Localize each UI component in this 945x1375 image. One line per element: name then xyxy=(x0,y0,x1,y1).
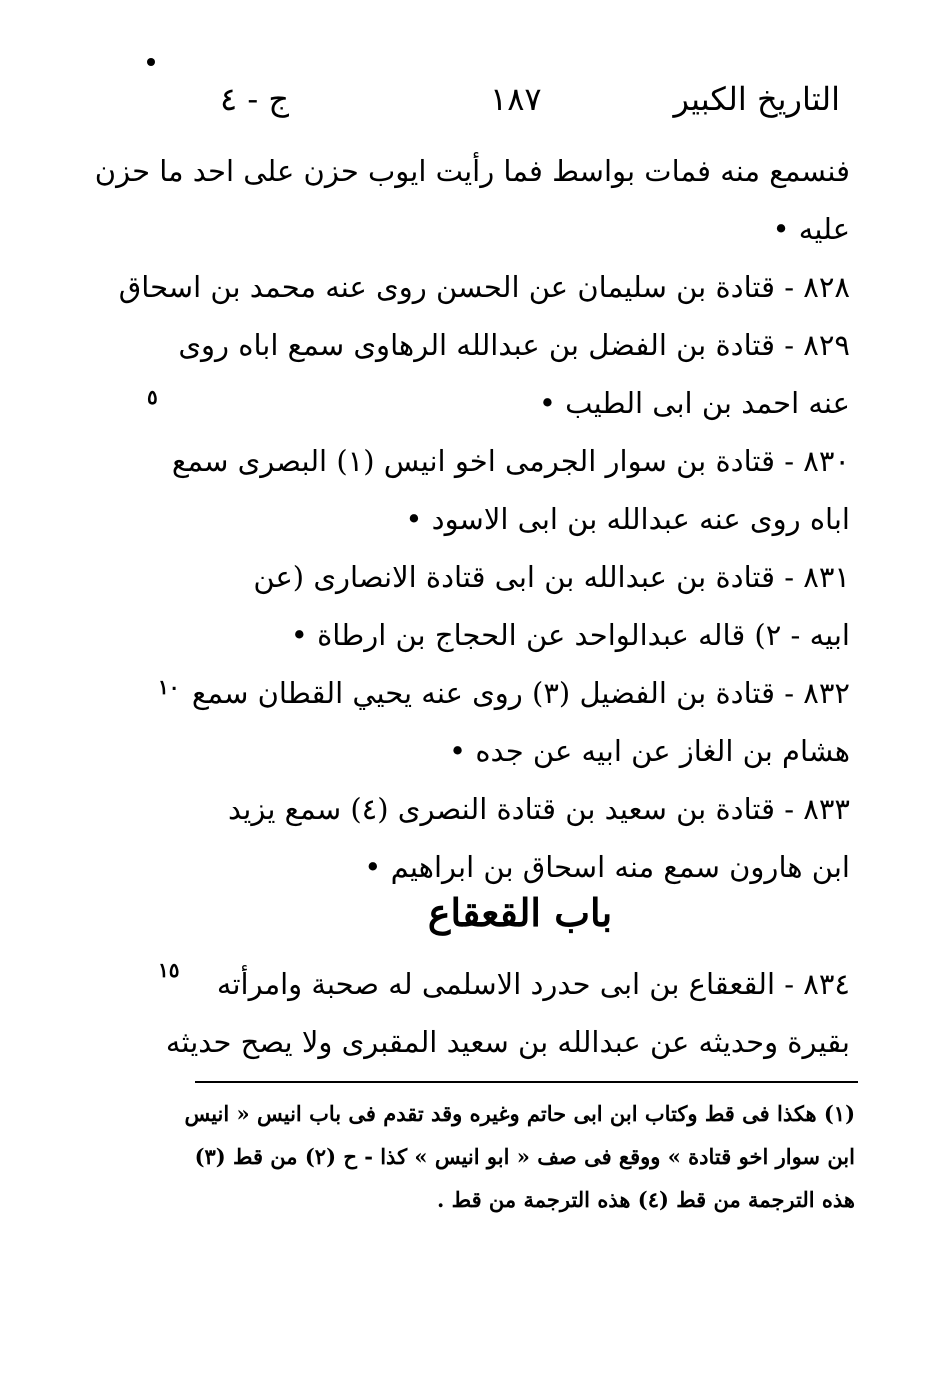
text-line: عنه احمد بن ابى الطيب • xyxy=(538,386,850,420)
entry-828: ٨٢٨ - قتادة بن سليمان عن الحسن روى عنه محمد بن اسحاق xyxy=(118,270,850,304)
entry-829: ٨٢٩ - قتادة بن الفضل بن عبدالله الرهاوى سمع اباه روى xyxy=(178,328,850,362)
text-line: عليه • xyxy=(772,212,850,246)
entry-830: ٨٣٠ - قتادة بن سوار الجرمى اخو انيس (١) البصرى سمع xyxy=(171,444,850,478)
entry-831: ٨٣١ - قتادة بن عبدالله بن ابى قتادة الانصارى (عن xyxy=(253,560,850,594)
text-line: هشام بن الغاز عن ابيه عن جده • xyxy=(449,734,850,768)
footnote-divider xyxy=(195,1081,858,1083)
footnote-line: ابن سوار اخو قتادة » ووقع فى صف « ابو انيس » كذا - ح (٢) من قط (٣) xyxy=(194,1144,855,1169)
page-number: ١٨٧ xyxy=(490,80,542,118)
text-line: بقيرة وحديثه عن عبدالله بن سعيد المقبرى ولا يصح حديثه xyxy=(165,1025,850,1059)
text-line: اباه روى عنه عبدالله بن ابى الاسود • xyxy=(405,502,850,536)
footnote-line: (١) هكذا فى قط وكتاب ابن ابى حاتم وغيره وقد تقدم فى باب انيس « انيس xyxy=(184,1101,855,1126)
volume-label: ج - ٤ xyxy=(220,80,289,118)
book-title: التاريخ الكبير xyxy=(673,80,840,118)
margin-dot xyxy=(147,58,155,66)
line-number-10: ١٠ xyxy=(158,675,180,699)
footnote-line: هذه الترجمة من قط (٤) هذه الترجمة من قط . xyxy=(437,1187,855,1212)
entry-833: ٨٣٣ - قتادة بن سعيد بن قتادة النصرى (٤) سمع يزيد xyxy=(228,792,850,826)
text-line: ابن هارون سمع منه اسحاق بن ابراهيم • xyxy=(364,850,850,884)
entry-834: ٨٣٤ - القعقاع بن ابى حدرد الاسلمى له صحبة وامرأته xyxy=(216,967,850,1001)
footnotes xyxy=(184,1092,855,1221)
entry-832: ٨٣٢ - قتادة بن الفضيل (٣) روى عنه يحيي القطان سمع xyxy=(191,676,850,710)
section-heading: باب القعقاع xyxy=(427,890,613,935)
line-number-5: ٥ xyxy=(147,385,158,409)
text-line: فنسمع منه فمات بواسط فما رأيت ايوب حزن على احد ما حزن xyxy=(94,154,850,188)
text-line: ابيه - ٢) قاله عبدالواحد عن الحجاج بن ارطاة • xyxy=(290,618,850,652)
line-number-15: ١٥ xyxy=(158,958,180,982)
running-header xyxy=(200,80,840,130)
